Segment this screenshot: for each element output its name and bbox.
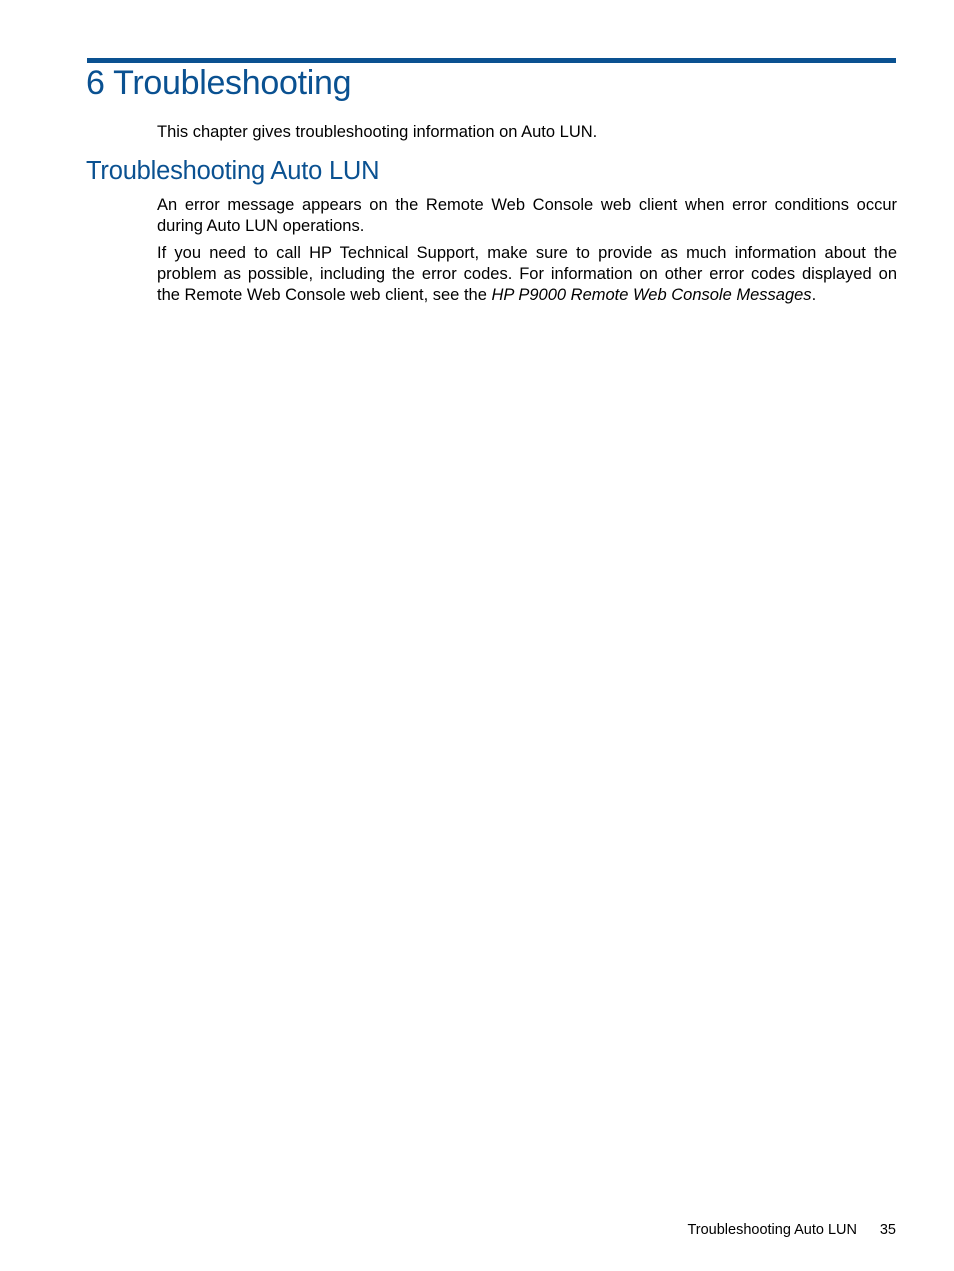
paragraph-text: the Remote Web Console web client, see the (157, 286, 492, 304)
paragraph-technical-support (157, 243, 897, 306)
paragraph-line: If you need to call HP Technical Support, make sure to provide as much information about the (157, 244, 897, 262)
paragraph-line: An error message appears on the Remote Web Console web client when error conditions occur (157, 196, 897, 214)
paragraph-line: during Auto LUN operations. (157, 217, 365, 235)
footer-section-title: Troubleshooting Auto LUN (687, 1222, 857, 1238)
section-title: Troubleshooting Auto LUN (86, 157, 380, 185)
document-reference: HP P9000 Remote Web Console Messages (491, 286, 812, 304)
paragraph-error-message (157, 195, 897, 237)
footer-page-number: 35 (879, 1222, 896, 1238)
chapter-top-rule (87, 58, 896, 63)
chapter-title: 6 Troubleshooting (86, 64, 352, 102)
chapter-intro: This chapter gives troubleshooting information on Auto LUN. (157, 123, 598, 141)
paragraph-line: problem as possible, including the error codes. For information on other error codes displayed on (157, 265, 897, 283)
paragraph-text: . (811, 286, 817, 304)
paragraph-line (157, 285, 897, 306)
